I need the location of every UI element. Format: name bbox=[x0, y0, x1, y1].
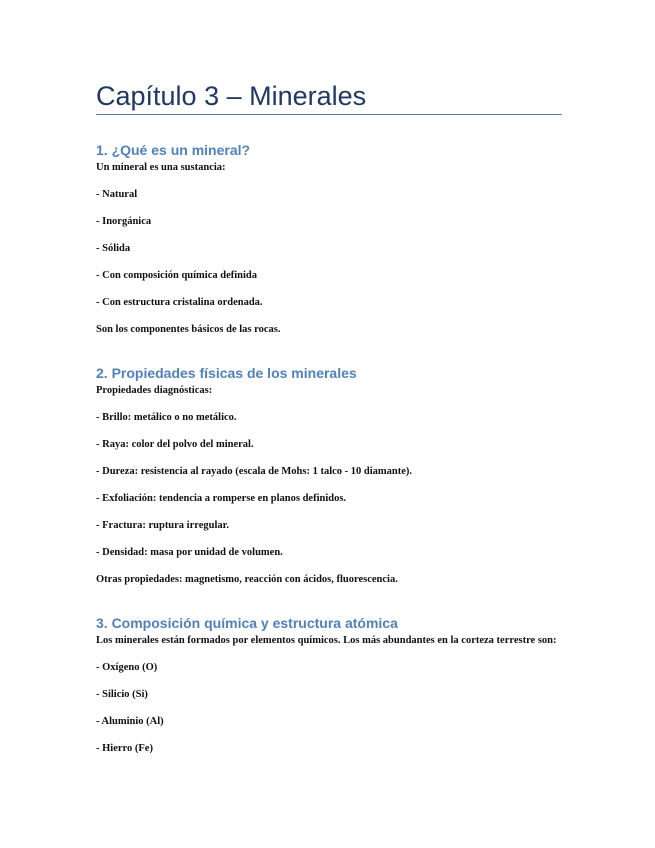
section-3 bbox=[96, 614, 562, 757]
list-item: - Dureza: resistencia al rayado (escala de Mohs: 1 talco - 10 diamante). bbox=[96, 466, 413, 477]
section-heading: 3. Composición química y estructura atómica bbox=[96, 615, 398, 631]
list-item: - Con composición química definida bbox=[96, 270, 258, 281]
section-heading: 1. ¿Qué es un mineral? bbox=[96, 142, 251, 158]
list-item: - Fractura: ruptura irregular. bbox=[96, 520, 229, 531]
section-heading: 2. Propiedades físicas de los minerales bbox=[96, 365, 357, 381]
section-1 bbox=[96, 141, 562, 338]
section-closing: Son los componentes básicos de las rocas. bbox=[96, 324, 281, 335]
section-intro: Propiedades diagnósticas: bbox=[96, 385, 213, 396]
section-intro: Un mineral es una sustancia: bbox=[96, 162, 226, 173]
section-2 bbox=[96, 364, 562, 588]
document-page bbox=[96, 80, 562, 757]
list-item: - Inorgánica bbox=[96, 216, 152, 227]
list-item: - Densidad: masa por unidad de volumen. bbox=[96, 547, 283, 558]
list-item: - Natural bbox=[96, 189, 138, 200]
list-item: - Raya: color del polvo del mineral. bbox=[96, 439, 254, 450]
chapter-title: Capítulo 3 – Minerales bbox=[96, 80, 562, 115]
list-item: - Exfoliación: tendencia a romperse en planos definidos. bbox=[96, 493, 347, 504]
list-item: - Sólida bbox=[96, 243, 131, 254]
section-intro: Los minerales están formados por elementos químicos. Los más abundantes en la corteza terrestre son: bbox=[96, 635, 557, 646]
list-item: - Oxígeno (O) bbox=[96, 662, 158, 673]
list-item: - Con estructura cristalina ordenada. bbox=[96, 297, 263, 308]
list-item: - Aluminio (Al) bbox=[96, 716, 164, 727]
section-closing: Otras propiedades: magnetismo, reacción con ácidos, fluorescencia. bbox=[96, 574, 398, 585]
list-item: - Brillo: metálico o no metálico. bbox=[96, 412, 237, 423]
list-item: - Silicio (Si) bbox=[96, 689, 148, 700]
list-item: - Hierro (Fe) bbox=[96, 743, 153, 754]
